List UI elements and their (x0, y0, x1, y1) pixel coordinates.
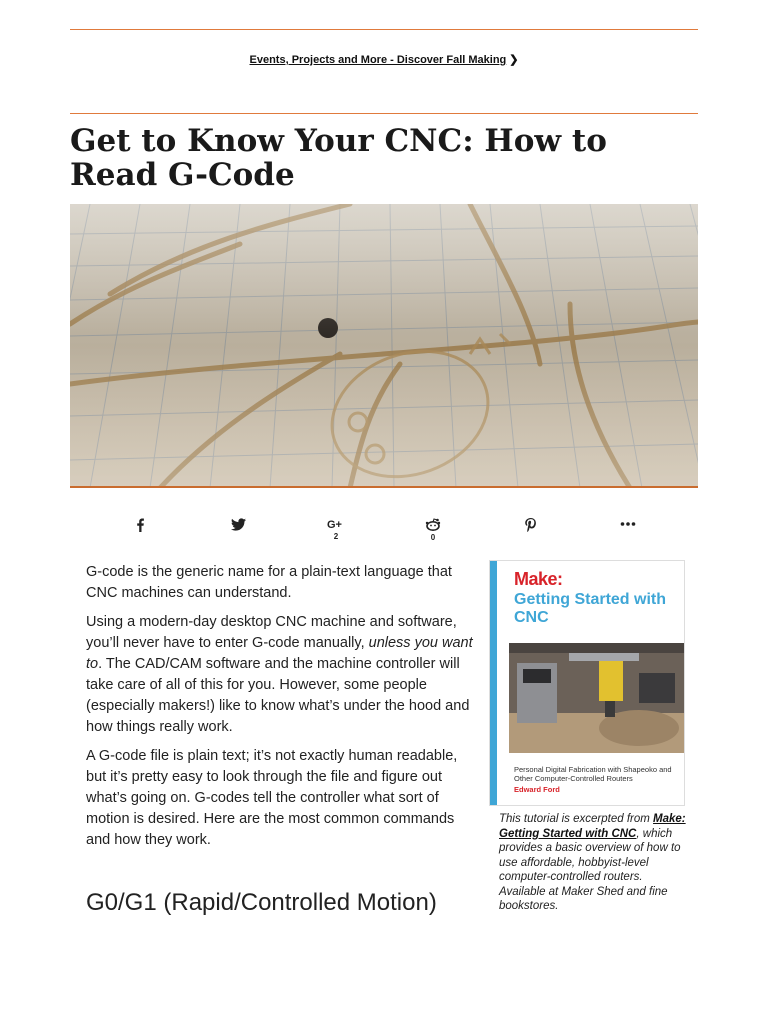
google-plus-count: 2 (333, 532, 339, 541)
google-plus-share-button[interactable] (316, 518, 356, 542)
paragraph-desktop-cnc: Using a modern-day desktop CNC machine and software, you’ll never have to enter G-code manually, unless you want to. The CAD/CAM software and the machine controller will take care of all of this for you. However, some people (especially makers!) like to know what’s under the hood and how things really work. (86, 614, 473, 735)
section-heading: G0/G1 (Rapid/Controlled Motion) (86, 889, 437, 916)
header-divider (70, 113, 698, 114)
svg-text:G+: G+ (327, 519, 342, 530)
reddit-icon (425, 518, 441, 531)
google-plus-icon (327, 518, 345, 530)
pinterest-icon (525, 518, 536, 532)
more-icon (620, 518, 636, 530)
promo-link[interactable]: Events, Projects and More - Discover Fall Making ❯ (249, 54, 519, 66)
book-author: Edward Ford (514, 785, 560, 794)
twitter-share-button[interactable] (218, 518, 258, 531)
more-share-button[interactable] (608, 518, 648, 530)
paragraph-intro: G-code is the generic name for a plain-text language that CNC machines can understand. (86, 564, 452, 601)
book-caption: This tutorial is excerpted from Make: Getting Started with CNC, which provides a basic overview of how to use affordable, hobbyist-level computer-controlled routers. Available at Maker Shed and fine bookstores. (499, 813, 686, 912)
reddit-share-button[interactable] (413, 518, 453, 543)
promo-banner (0, 50, 768, 68)
facebook-share-button[interactable] (120, 518, 160, 532)
pinterest-share-button[interactable] (510, 518, 550, 532)
article-body (86, 562, 478, 859)
book-subtitle: Personal Digital Fabrication with Shapeoko and Other Computer-Controlled Routers (514, 765, 672, 783)
facebook-icon (134, 518, 146, 532)
book-link[interactable]: Make: Getting Started with CNC (499, 813, 686, 840)
book-title: Getting Started with CNC (514, 591, 666, 626)
share-bar (70, 518, 698, 548)
hero-image (70, 204, 698, 488)
twitter-icon (231, 518, 246, 531)
reddit-count: 0 (430, 533, 436, 542)
article-title: Get to Know Your CNC: How to Read G-Code (70, 123, 607, 193)
book-photo (509, 643, 685, 753)
book-cover-image[interactable] (489, 560, 685, 806)
top-divider (70, 29, 698, 30)
cover-stripe (490, 561, 497, 805)
paragraph-gcode-file: A G-code file is plain text; it’s not exactly human readable, but it’s pretty easy to look through the file and figure out what’s going on. G-codes tell the controller what sort of motion is desired. Here are the most common commands and how they work. (86, 748, 458, 848)
chevron-right-icon: ❯ (509, 54, 519, 66)
book-brand: Make: (514, 569, 563, 589)
